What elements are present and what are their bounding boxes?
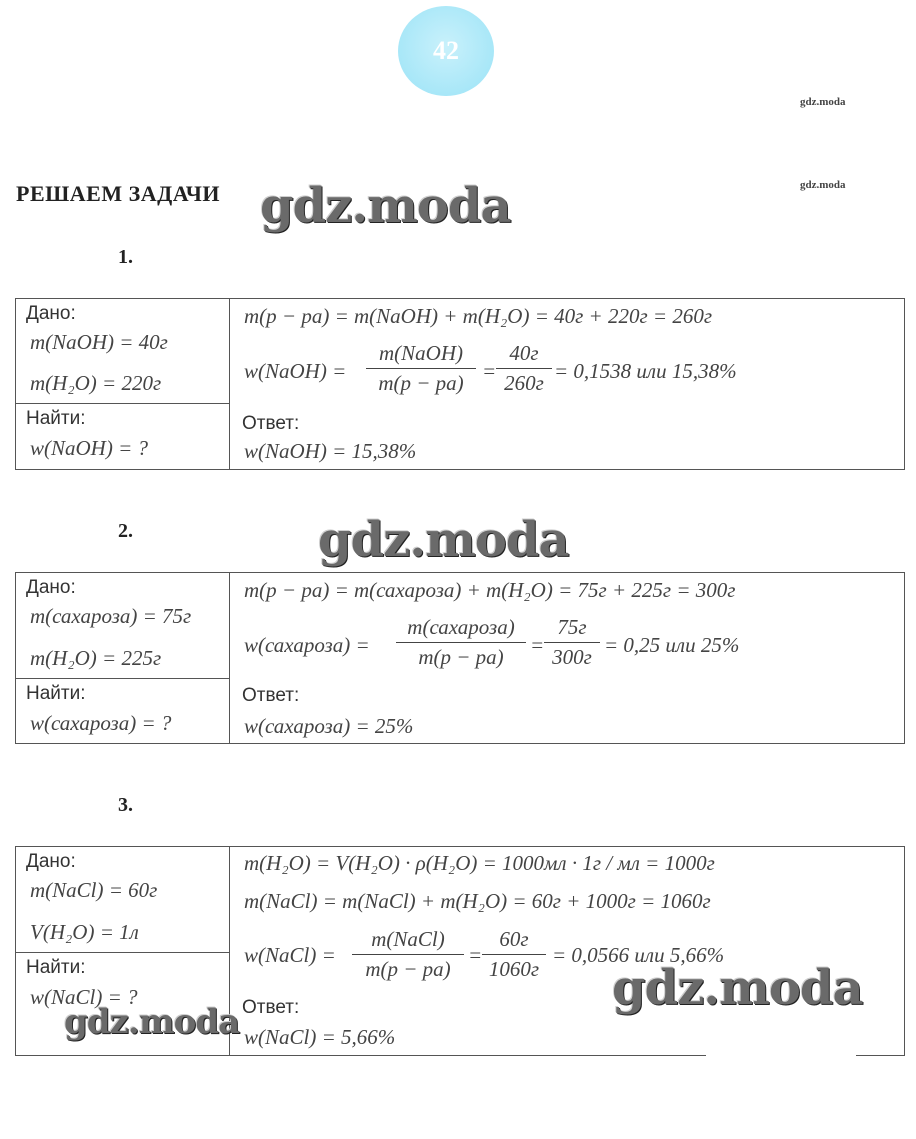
- fraction-result: = 0,0566 или 5,66%: [552, 943, 725, 967]
- answer-label: Ответ:: [242, 997, 300, 1018]
- fraction-equals: =: [530, 633, 545, 657]
- fraction-1: [352, 927, 464, 982]
- fraction-denominator: m(р − ра): [418, 645, 504, 669]
- task-number-3: 3.: [118, 794, 133, 816]
- task-2-given-box: [16, 573, 229, 679]
- given-item: m(NaOH) = 40г: [30, 330, 168, 354]
- find-item: w(сахароза) = ?: [30, 711, 172, 735]
- fraction-denominator: 1060г: [488, 957, 540, 981]
- find-label: Найти:: [26, 957, 86, 978]
- watermark-big-4: gdz.moda: [64, 1002, 240, 1042]
- task-2-left-column: [16, 573, 230, 743]
- fraction-numerator: m(сахароза): [407, 615, 515, 639]
- fraction-2: [496, 341, 552, 396]
- answer-value: w(NaCl) = 5,66%: [244, 1025, 396, 1049]
- fraction-numerator: 75г: [557, 615, 587, 639]
- fraction-lhs: w(NaCl) =: [244, 943, 336, 967]
- solution-line: m(р − ра) = m(NaOH) + m(H₂O) = 40г + 220г = 260г: [244, 304, 713, 328]
- watermark-big-1: gdz.moda: [260, 178, 511, 234]
- fraction-denominator: m(р − ра): [378, 371, 464, 395]
- fraction-denominator: m(р − ра): [365, 957, 451, 981]
- fraction-result: = 0,25 или 25%: [604, 633, 740, 657]
- fraction-numerator: m(NaCl): [371, 927, 445, 951]
- fraction-equals: =: [468, 943, 483, 967]
- fraction-bar: [352, 954, 464, 955]
- fraction-bar: [544, 642, 600, 643]
- fraction-2: [482, 927, 546, 982]
- fraction-2: [544, 615, 600, 670]
- fraction-denominator: 260г: [504, 371, 544, 395]
- fraction-numerator: m(NaOH): [379, 341, 463, 365]
- task-table-2: [15, 572, 905, 744]
- watermark-small-top: gdz.moda: [800, 96, 846, 108]
- task-1-given-box: [16, 299, 229, 404]
- answer-label: Ответ:: [242, 685, 300, 706]
- fraction-1: [366, 341, 476, 396]
- fraction-numerator: 60г: [499, 927, 529, 951]
- given-item: m(H₂O) = 225г: [30, 646, 162, 670]
- given-label: Дано:: [26, 851, 76, 872]
- fraction-1: [396, 615, 526, 670]
- find-label: Найти:: [26, 408, 86, 429]
- find-item: w(NaCl) = ?: [30, 985, 138, 1009]
- fraction-lhs: w(NaOH) =: [244, 359, 347, 383]
- solution-line: m(р − ра) = m(сахароза) + m(H₂O) = 75г + 225г = 300г: [244, 578, 736, 602]
- solution-line: m(NaCl) = m(NaCl) + m(H₂O) = 60г + 1000г = 1060г: [244, 889, 711, 913]
- fraction-numerator: 40г: [509, 341, 539, 365]
- given-item: m(H₂O) = 220г: [30, 371, 162, 395]
- answer-value: w(NaOH) = 15,38%: [244, 439, 417, 463]
- task-3-given-box: [16, 847, 229, 953]
- given-label: Дано:: [26, 303, 76, 324]
- solution-line: m(H₂O) = V(H₂O) · ρ(H₂O) = 1000мл · 1г / мл = 1000г: [244, 851, 715, 875]
- task-table-1: [15, 298, 905, 470]
- page-number: 42: [433, 36, 459, 65]
- watermark-small-mid: gdz.moda: [800, 179, 846, 191]
- task-1-left-column: [16, 299, 230, 469]
- page-number-badge: [398, 6, 494, 96]
- watermark-big-3: gdz.moda: [612, 960, 863, 1016]
- task-number-1: 1.: [118, 246, 133, 268]
- section-title: РЕШАЕМ ЗАДАЧИ: [16, 181, 221, 206]
- task-number-2: 2.: [118, 520, 133, 542]
- given-item: m(сахароза) = 75г: [30, 604, 192, 628]
- fraction-bar: [366, 368, 476, 369]
- fraction-lhs: w(сахароза) =: [244, 633, 370, 657]
- answer-value: w(сахароза) = 25%: [244, 714, 414, 738]
- given-item: V(H₂O) = 1л: [30, 920, 139, 944]
- fraction-bar: [482, 954, 546, 955]
- watermark-big-2: gdz.moda: [318, 512, 569, 568]
- fraction-result: = 0,1538 или 15,38%: [554, 359, 737, 383]
- find-item: w(NaOH) = ?: [30, 436, 149, 460]
- table-border-gap: [706, 1050, 856, 1060]
- fraction-bar: [396, 642, 526, 643]
- fraction-bar: [496, 368, 552, 369]
- answer-label: Ответ:: [242, 413, 300, 434]
- fraction-equals: =: [482, 359, 497, 383]
- given-item: m(NaCl) = 60г: [30, 878, 158, 902]
- given-label: Дано:: [26, 577, 76, 598]
- fraction-denominator: 300г: [552, 645, 592, 669]
- find-label: Найти:: [26, 683, 86, 704]
